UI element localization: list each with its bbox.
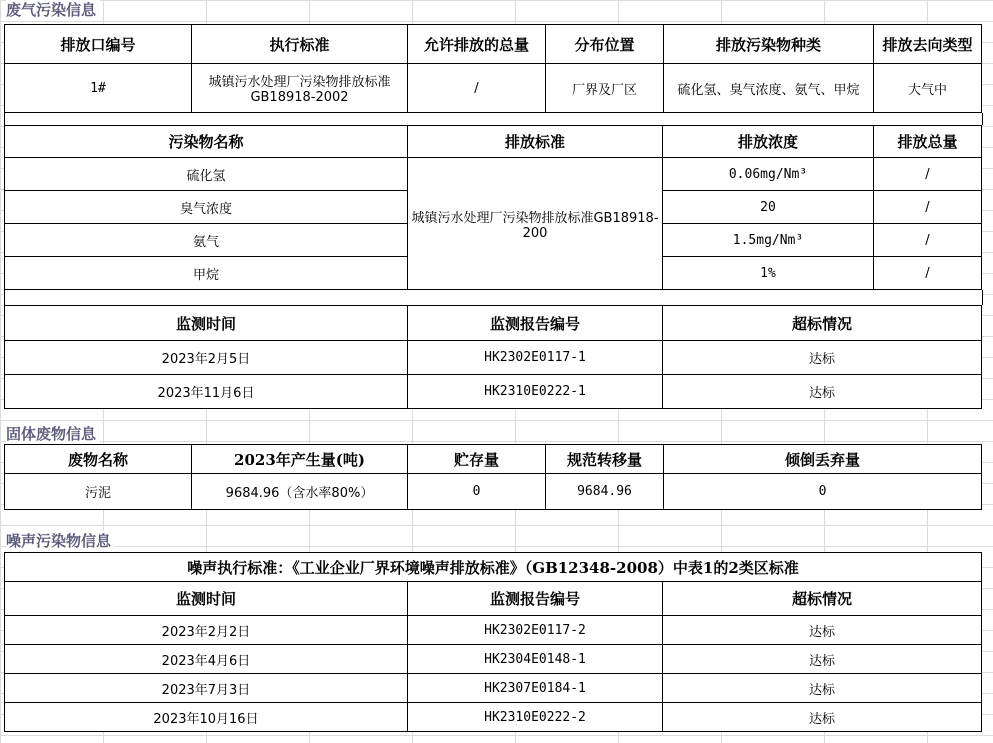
cell-monitor-time: 2023年7月3日 [5,674,408,703]
cell-exceedance: 达标 [663,616,982,645]
solid-waste-table [4,444,982,510]
table-header-row [5,445,982,474]
cell-pollutant-name: 甲烷 [5,257,408,290]
cell-destination: 大气中 [874,64,982,113]
cell-annual-output: 9684.96（含水率80%） [192,474,408,510]
noise-standard: 噪声执行标准：《工业企业厂界环境噪声排放标准》（GB12348-2008）中表1的2类区标准 [5,553,982,582]
cell-report-no: HK2307E0184-1 [408,674,663,703]
header-allowed-total: 允许排放的总量 [408,25,546,64]
cell-emission-standard: 城镇污水处理厂污染物排放标准GB18918-200 [408,158,663,290]
cell-pollutant-name: 硫化氢 [5,158,408,191]
cell-report-no: HK2310E0222-2 [408,703,663,732]
cell-exceedance: 达标 [663,703,982,732]
cell-report-no: HK2304E0148-1 [408,645,663,674]
section-title-solid: 固体废物信息 [6,424,100,444]
header-pollutant-types: 排放污染物种类 [664,25,874,64]
table-row [5,341,982,375]
header-standard: 执行标准 [192,25,408,64]
cell-report-no: HK2302E0117-2 [408,616,663,645]
noise-standard-row [5,553,982,582]
header-dumped: 倾倒丢弃量 [664,445,982,474]
cell-pollutant-name: 氨气 [5,224,408,257]
table-row [5,674,982,703]
header-exceedance: 超标情况 [663,306,982,341]
header-storage: 贮存量 [408,445,546,474]
header-exceedance: 超标情况 [663,582,982,616]
table-row [5,616,982,645]
cell-monitor-time: 2023年10月16日 [5,703,408,732]
table-header-row [5,126,982,158]
cell-emission-total: / [874,158,982,191]
header-concentration: 排放浓度 [663,126,874,158]
header-emission-total: 排放总量 [874,126,982,158]
header-location: 分布位置 [546,25,664,64]
header-monitor-time: 监测时间 [5,582,408,616]
cell-emission-total: / [874,224,982,257]
cell-concentration: 1% [663,257,874,290]
cell-outlet-no: 1# [5,64,192,113]
cell-allowed-total: / [408,64,546,113]
table-header-row [5,582,982,616]
cell-concentration: 20 [663,191,874,224]
table-row [5,703,982,732]
header-destination: 排放去向类型 [874,25,982,64]
header-emission-standard: 排放标准 [408,126,663,158]
cell-pollutant-types: 硫化氢、臭气浓度、氨气、甲烷 [664,64,874,113]
cell-exceedance: 达标 [663,674,982,703]
table-row [5,375,982,409]
table-row [5,64,982,113]
air-monitoring-table [4,305,982,409]
cell-transfer: 9684.96 [546,474,664,510]
spacer-band [4,113,983,125]
header-pollutant-name: 污染物名称 [5,126,408,158]
cell-standard: 城镇污水处理厂污染物排放标准GB18918-2002 [192,64,408,113]
cell-monitor-time: 2023年2月5日 [5,341,408,375]
cell-monitor-time: 2023年11月6日 [5,375,408,409]
table-row [5,645,982,674]
table-row [5,474,982,510]
cell-dumped: 0 [664,474,982,510]
cell-monitor-time: 2023年2月2日 [5,616,408,645]
air-emission-table [4,24,982,113]
header-annual-output: 2023年产生量(吨) [192,445,408,474]
cell-emission-total: / [874,191,982,224]
header-waste-name: 废物名称 [5,445,192,474]
cell-pollutant-name: 臭气浓度 [5,191,408,224]
header-report-no: 监测报告编号 [408,306,663,341]
cell-monitor-time: 2023年4月6日 [5,645,408,674]
cell-emission-total: / [874,257,982,290]
cell-exceedance: 达标 [663,375,982,409]
cell-location: 厂界及厂区 [546,64,664,113]
cell-concentration: 0.06mg/Nm³ [663,158,874,191]
header-monitor-time: 监测时间 [5,306,408,341]
cell-storage: 0 [408,474,546,510]
cell-report-no: HK2302E0117-1 [408,341,663,375]
noise-table [4,552,982,732]
header-report-no: 监测报告编号 [408,582,663,616]
pollutant-table [4,125,982,290]
header-transfer: 规范转移量 [546,445,664,474]
cell-exceedance: 达标 [663,645,982,674]
cell-concentration: 1.5mg/Nm³ [663,224,874,257]
table-header-row [5,25,982,64]
cell-waste-name: 污泥 [5,474,192,510]
section-title-noise: 噪声污染物信息 [6,531,115,551]
header-outlet-no: 排放口编号 [5,25,192,64]
section-title-air: 废气污染信息 [6,0,100,20]
table-header-row [5,306,982,341]
cell-exceedance: 达标 [663,341,982,375]
table-row [5,158,982,191]
cell-report-no: HK2310E0222-1 [408,375,663,409]
spacer-band [4,290,983,305]
